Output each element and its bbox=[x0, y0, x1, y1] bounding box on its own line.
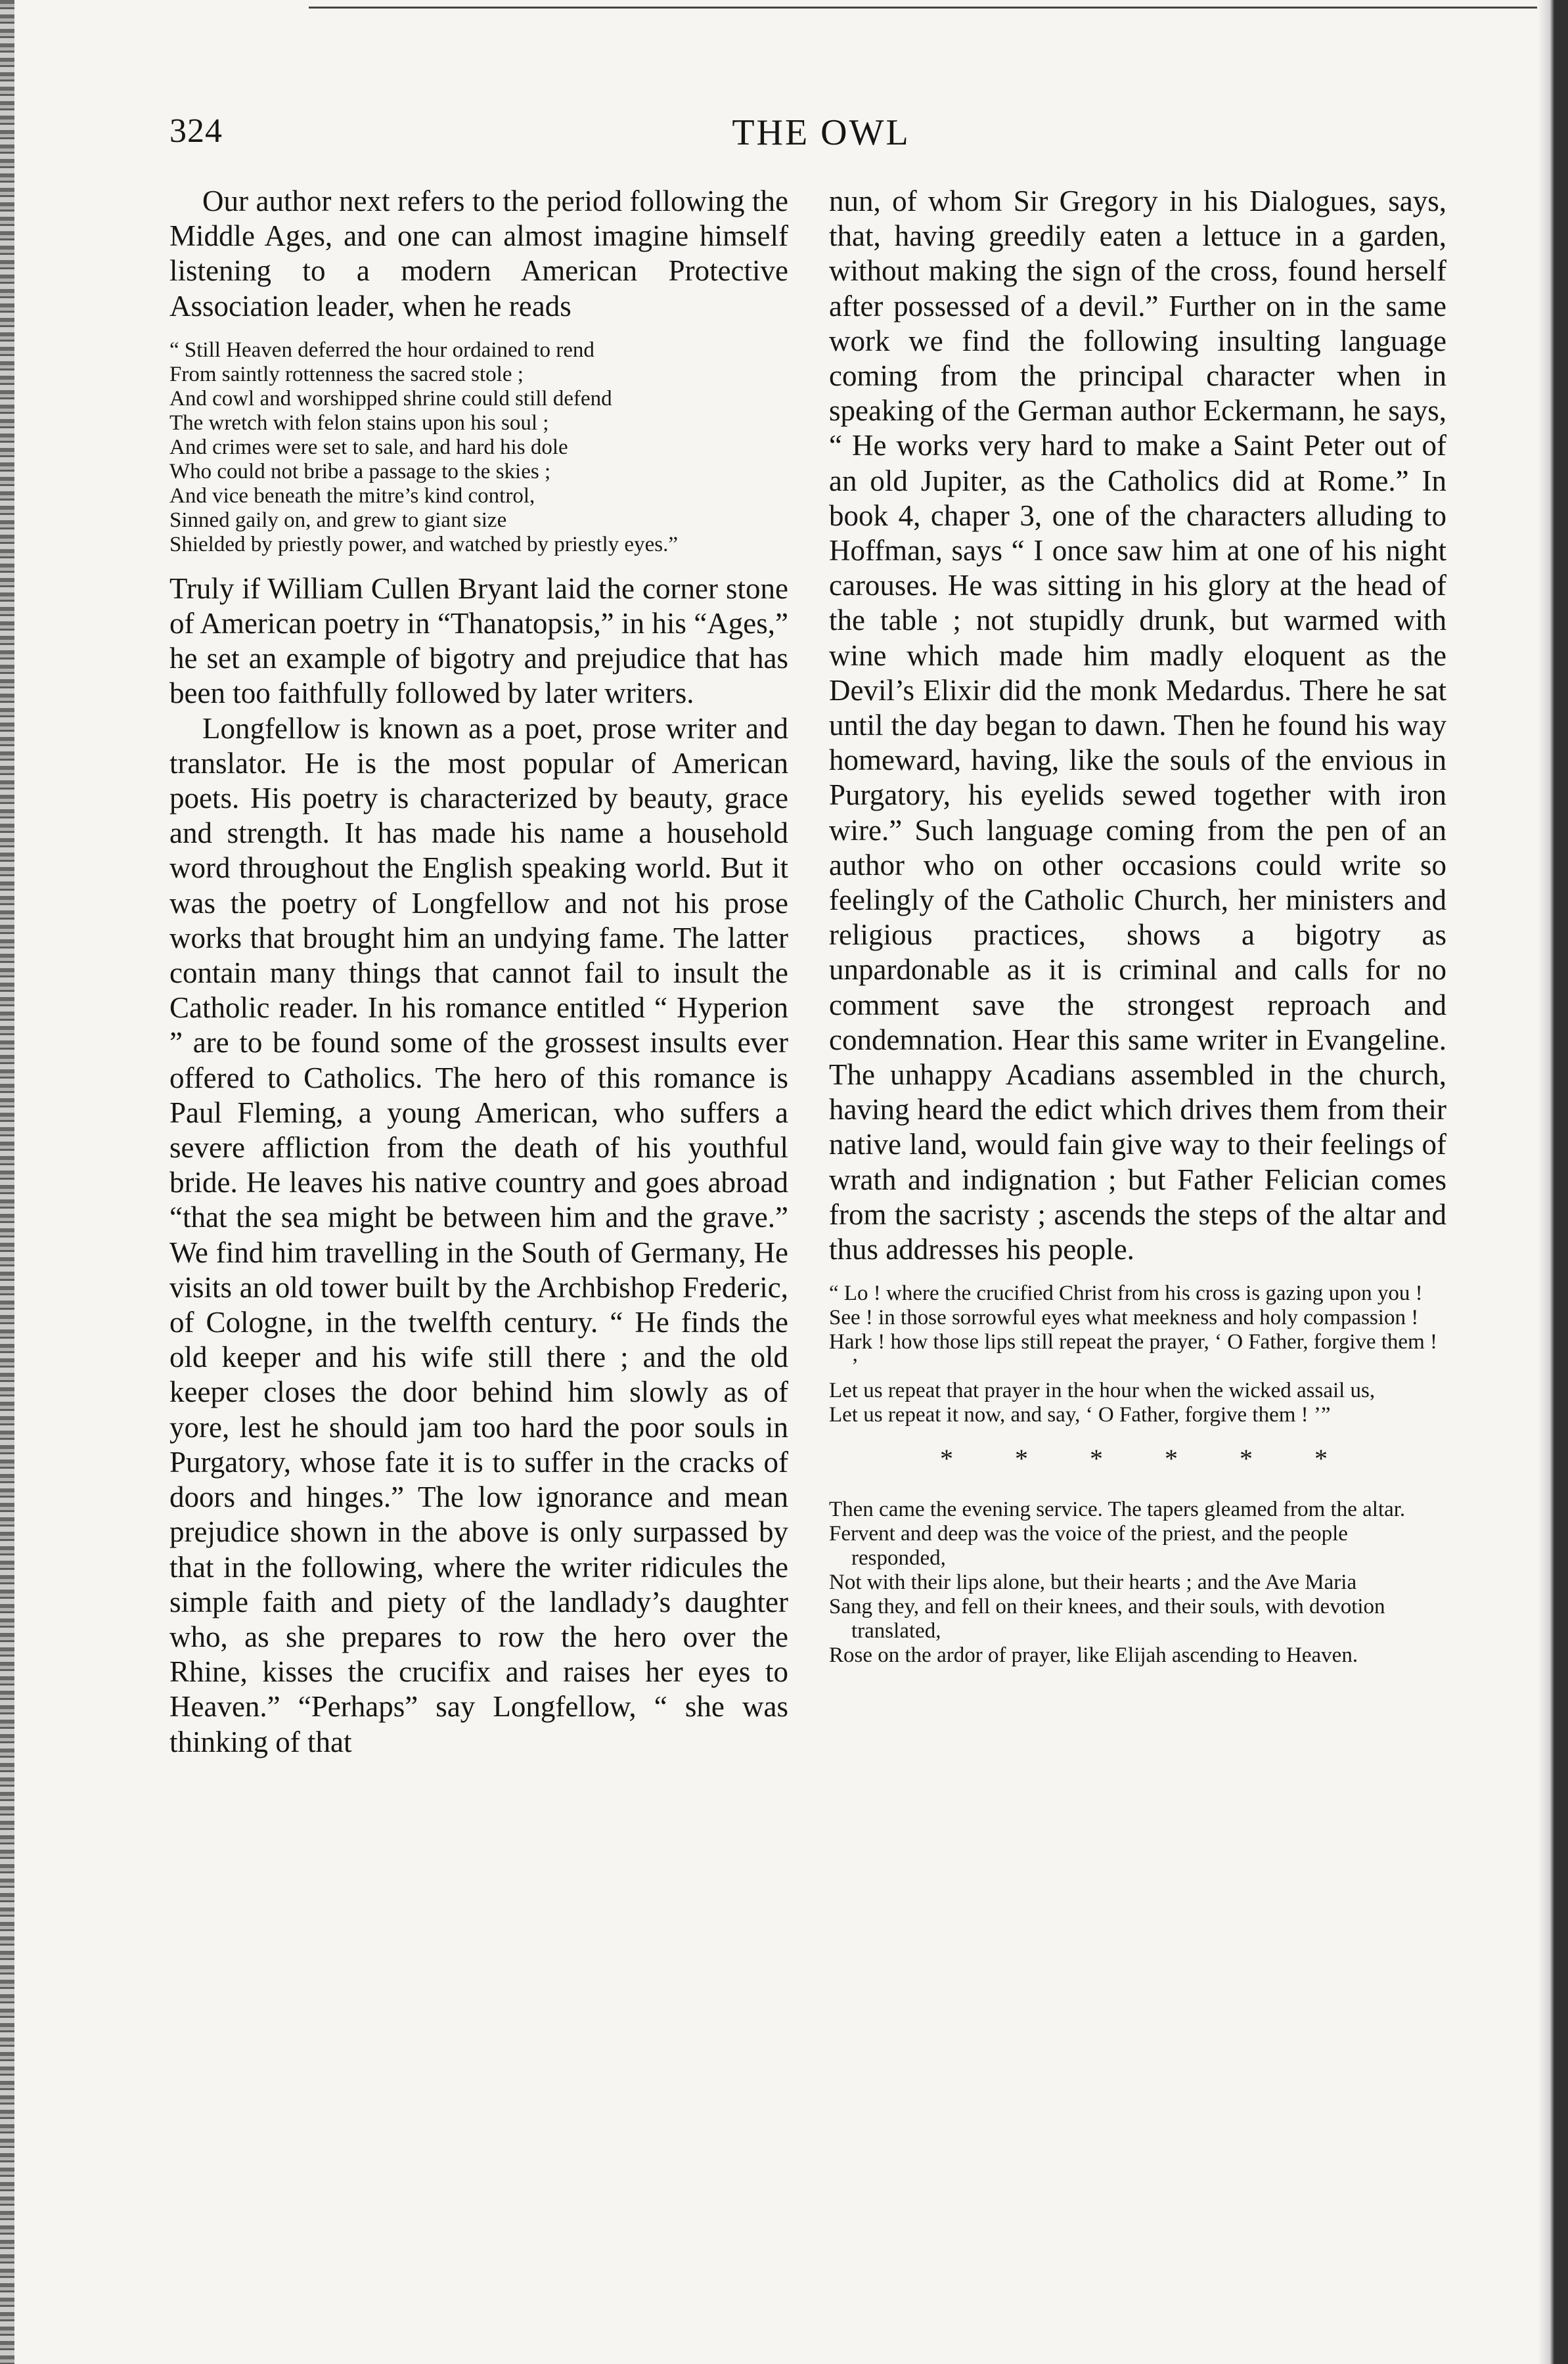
verse-block bbox=[829, 1282, 1446, 1427]
verse-line: “ Lo ! where the crucified Christ from his cross is gazing upon you ! bbox=[829, 1282, 1423, 1306]
verse-line: Sang they, and fell on their knees, and their souls, with devotion translated, bbox=[829, 1595, 1385, 1643]
verse-line: See ! in those sorrowful eyes what meekness and holy compassion ! bbox=[829, 1306, 1419, 1330]
verse-line: “ Still Heaven deferred the hour ordained to rend bbox=[169, 338, 594, 362]
page-number: 324 bbox=[169, 112, 223, 150]
right-column bbox=[829, 184, 1446, 1682]
verse-line: The wretch with felon stains upon his soul ; bbox=[169, 411, 549, 435]
top-rule bbox=[309, 7, 1537, 9]
verse-line: Rose on the ardor of prayer, like Elijah ascending to Heaven. bbox=[829, 1643, 1358, 1668]
verse-line: Not with their lips alone, but their hearts ; and the Ave Maria bbox=[829, 1571, 1357, 1595]
page-scan-edge bbox=[1538, 0, 1568, 2364]
verse-line: Let us repeat that prayer in the hour when the wicked assail us, bbox=[829, 1379, 1376, 1403]
paragraph: Our author next refers to the period following the Middle Ages, and one can almost imagine himself listening to a modern American Protective Association leader, when he reads bbox=[169, 185, 788, 323]
verse-line: Sinned gaily on, and grew to giant size bbox=[169, 508, 507, 532]
page-header bbox=[164, 112, 1478, 164]
verse-line: And vice beneath the mitre’s kind control, bbox=[169, 483, 535, 508]
verse-line: Then came the evening service. The tapers gleamed from the altar. bbox=[829, 1498, 1406, 1522]
verse-line: Who could not bribe a passage to the skies ; bbox=[169, 459, 551, 483]
running-head: THE OWL bbox=[732, 112, 910, 153]
paragraph: nun, of whom Sir Gregory in his Dialogues, says, that, having greedily eaten a lettuce in a garden, without making the sign of the cross, found herself after possessed of a devil.” Further on in the same work we find the following insulting language coming from the principal character when in speaking of the German author Eckermann, he says, “ He works very hard to make a Saint Peter out of an old Jupiter, as the Catholics did at Rome.” In book 4, chaper 3, one of the characters alluding to Hoffman, says “ I once saw him at one of his night carouses. He was sitting in his glory at the head of the table ; not stupidly drunk, but warmed with wine which made him madly eloquent as the Devil’s Elixir did the monk Medardus. There he sat until the day began to dawn. Then he found his way homeward, having, like the souls of the envious in Purgatory, his eyelids sewed together with iron wire.” Such language coming from the pen of an author who on other occasions could write so feelingly of the Catholic Church, her ministers and religious practices, shows a bigotry as unpardonable as it is criminal and calls for no comment save the strongest reproach and condemnation. Hear this same writer in Evangeline. The unhappy Acadians assembled in the church, having heard the edict which drives them from their native land, would fain give way to their feelings of wrath and indignation ; but Father Felician comes from the sacristy ; ascends the steps of the altar and thus addresses his people. bbox=[829, 185, 1446, 1266]
left-column bbox=[169, 184, 788, 1760]
verse-line: Fervent and deep was the voice of the priest, and the people responded, bbox=[829, 1522, 1348, 1571]
verse-line: Shielded by priestly power, and watched by priestly eyes.” bbox=[169, 532, 678, 556]
verse-line: And cowl and worshipped shrine could still defend bbox=[169, 386, 612, 411]
verse-block bbox=[829, 1498, 1446, 1668]
paragraph: Longfellow is known as a poet, prose writer and translator. He is the most popular of American poets. His poetry is characterized by beauty, grace and strength. It has made his name a household word throughout the English speaking world. But it was the poetry of Longfellow and not his prose works that brought him an undying fame. The latter contain many things that cannot fail to insult the Catholic reader. In his romance entitled “ Hyperion ” are to be found some of the grossest insults ever offered to Catholics. The hero of this romance is Paul Fleming, a young American, who suffers a severe affliction from the death of his youthful bride. He leaves his native country and goes abroad “that the sea might be between him and the grave.” We find him travelling in the South of Germany, He visits an old tower built by the Archbishop Frederic, of Cologne, in the twelfth century. “ He finds the old keeper and his wife still there ; and the old keeper closes the door behind him slowly as of yore, lest he should jam too hard the poor souls in Purgatory, whose fate it is to suffer in the cracks of doors and hinges.” The low ignorance and mean prejudice shown in the above is only surpassed by that in the following, where the writer ridicules the simple faith and piety of the landlady’s daughter who, as she prepares to row the hero over the Rhine, kisses the crucifix and raises her eyes to Heaven.” “Perhaps” say Longfellow, “ she was thinking of that bbox=[169, 711, 788, 1758]
verse-line: Let us repeat it now, and say, ‘ O Father, forgive them ! ’” bbox=[829, 1403, 1331, 1427]
verse-block bbox=[169, 338, 788, 557]
section-break-stars: * * * * * * bbox=[940, 1444, 1355, 1474]
page-binding-edge bbox=[0, 0, 14, 2364]
verse-line: And crimes were set to sale, and hard his dole bbox=[169, 435, 568, 459]
verse-line: Hark ! how those lips still repeat the prayer, ‘ O Father, forgive them ! ’ bbox=[829, 1330, 1437, 1379]
verse-line: From saintly rottenness the sacred stole ; bbox=[169, 362, 524, 386]
paragraph: Truly if William Cullen Bryant laid the corner stone of American poetry in “Thanatopsis,” in his “Ages,” he set an example of bigotry and prejudice that has been too faithfully followed by later writers. bbox=[169, 571, 788, 710]
